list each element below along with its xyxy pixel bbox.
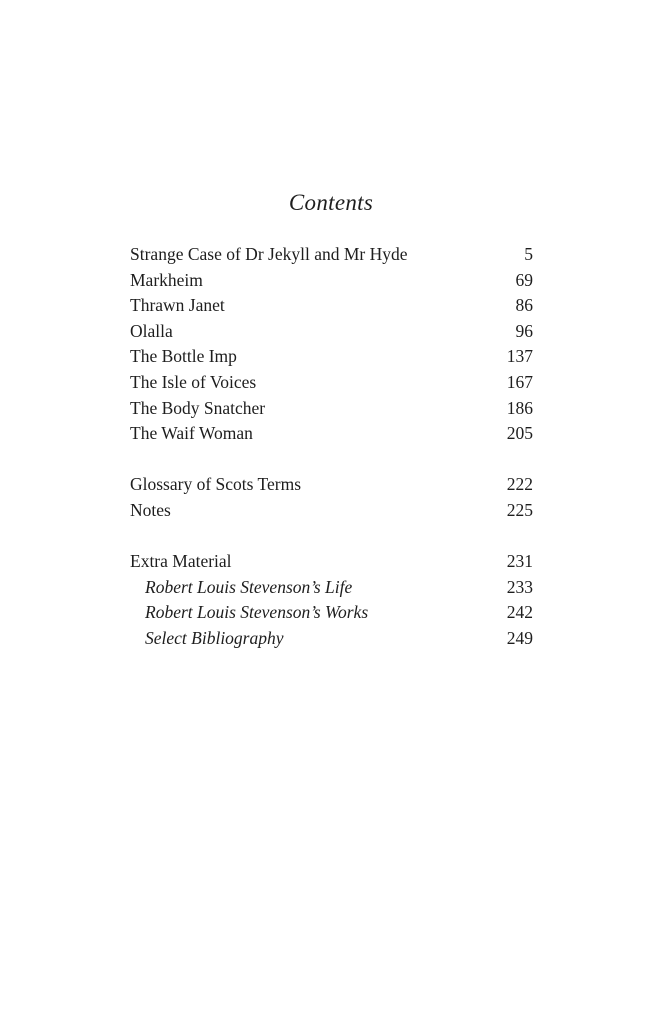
table-of-contents [130,242,533,652]
toc-entry-title: Olalla [130,320,173,341]
toc-entry-title: Extra Material [130,551,232,572]
toc-entry-title: The Waif Woman [130,423,253,444]
toc-entry [130,421,533,447]
toc-subentry-page: 249 [506,627,533,648]
toc-entry-page: 5 [524,244,533,264]
toc-subentry [130,600,533,626]
toc-entry [130,472,533,498]
toc-entry [130,344,533,370]
toc-entry-page: 225 [506,499,533,520]
toc-entry-page: 69 [515,269,533,290]
toc-entry-page: 231 [506,551,533,572]
toc-subentry-page: 242 [506,602,533,623]
toc-entry-page: 222 [506,474,533,495]
toc-entry [130,319,533,345]
toc-entry-title: Markheim [130,269,203,290]
toc-subentry-title: Robert Louis Stevenson’s Life [145,576,353,597]
toc-subentry-page: 233 [506,576,533,597]
toc-entry-page: 96 [515,320,533,341]
toc-entry [130,370,533,396]
toc-entry-title: Thrawn Janet [130,295,225,316]
toc-group-backmatter [130,472,533,523]
toc-entry-title: The Body Snatcher [130,397,266,418]
toc-entry-page: 205 [506,423,533,444]
toc-subentry-title: Robert Louis Stevenson’s Works [145,602,369,623]
toc-entry [130,498,533,524]
contents-heading: Contents [288,190,374,215]
toc-entry [130,549,533,575]
toc-entry-page: 86 [515,295,533,316]
toc-entry-page: 137 [506,346,533,367]
toc-entry [130,396,533,422]
toc-entry-title: The Bottle Imp [130,346,237,367]
toc-subentry [130,575,533,601]
toc-subentry-title: Select Bibliography [145,627,284,648]
toc-entry [130,242,533,268]
toc-entry-page: 186 [506,397,533,418]
toc-subentry [130,626,533,652]
toc-entry-title: The Isle of Voices [130,371,257,392]
toc-entry-page: 167 [506,371,533,392]
toc-entry-title: Notes [130,499,171,520]
toc-group-stories [130,242,533,447]
toc-entry [130,268,533,294]
toc-group-extra-material [130,549,533,651]
toc-entry [130,293,533,319]
toc-entry-title: Strange Case of Dr Jekyll and Mr Hyde [130,244,408,264]
toc-entry-title: Glossary of Scots Terms [130,474,302,495]
